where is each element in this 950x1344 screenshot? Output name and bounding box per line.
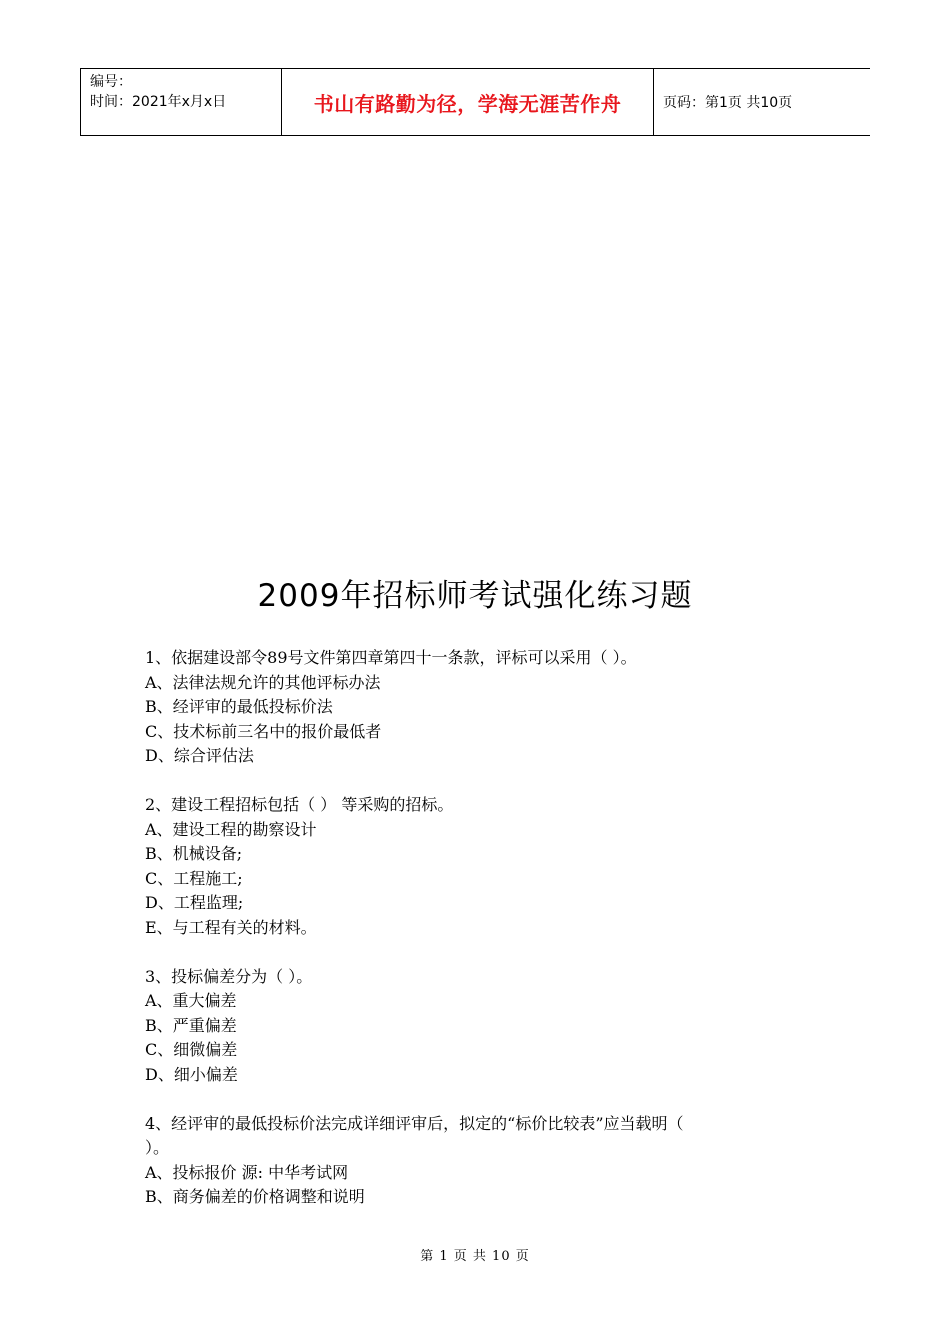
document-title: 2009年招标师考试强化练习题 xyxy=(257,578,693,614)
question-option: B、严重偏差 xyxy=(145,1015,237,1035)
question-4 xyxy=(145,1112,815,1210)
question-option: B、机械设备; xyxy=(145,844,243,864)
question-stem: 2、建设工程招标包括（ ） 等采购的招标。 xyxy=(145,794,454,814)
header-motto: 书山有路勤为径，学海无涯苦作舟 xyxy=(313,91,622,116)
question-list xyxy=(145,646,815,1234)
question-option: A、法律法规允许的其他评标办法 xyxy=(145,672,381,692)
header-motto-cell xyxy=(282,69,654,135)
question-option: E、与工程有关的材料。 xyxy=(145,917,317,937)
question-option: C、工程施工; xyxy=(145,868,243,888)
question-option: B、经评审的最低投标价法 xyxy=(145,697,333,717)
question-option: D、工程监理; xyxy=(145,893,244,913)
header-page-label: 页码：第1页 共10页 xyxy=(663,95,793,111)
question-option: B、商务偏差的价格调整和说明 xyxy=(145,1187,365,1207)
header-table xyxy=(80,68,870,136)
question-1 xyxy=(145,646,815,769)
header-page-cell xyxy=(654,69,870,135)
question-option: A、重大偏差 xyxy=(145,991,237,1011)
question-2 xyxy=(145,793,815,941)
question-stem: 3、投标偏差分为（ ）。 xyxy=(145,966,313,986)
document-number-label: 编号： xyxy=(90,74,132,90)
question-option: A、投标报价 源: 中华考试网 xyxy=(145,1162,349,1182)
page-footer: 第 1 页 共 10 页 xyxy=(420,1249,530,1264)
question-option: A、建设工程的勘察设计 xyxy=(145,819,317,839)
question-stem: 4、经评审的最低投标价法完成详细评审后，拟定的“标价比较表”应当载明（ xyxy=(145,1113,684,1133)
question-option: C、细微偏差 xyxy=(145,1040,238,1060)
question-stem-continued: ）。 xyxy=(145,1138,170,1158)
question-option: D、综合评估法 xyxy=(145,746,254,766)
question-3 xyxy=(145,965,815,1088)
question-stem: 1、依据建设部令89号文件第四章第四十一条款，评标可以采用（ ）。 xyxy=(145,648,637,667)
header-meta-cell xyxy=(80,69,282,135)
document-time-label: 时间：2021年x月x日 xyxy=(90,94,227,110)
question-option: D、细小偏差 xyxy=(145,1064,238,1084)
question-option: C、技术标前三名中的报价最低者 xyxy=(145,721,382,741)
